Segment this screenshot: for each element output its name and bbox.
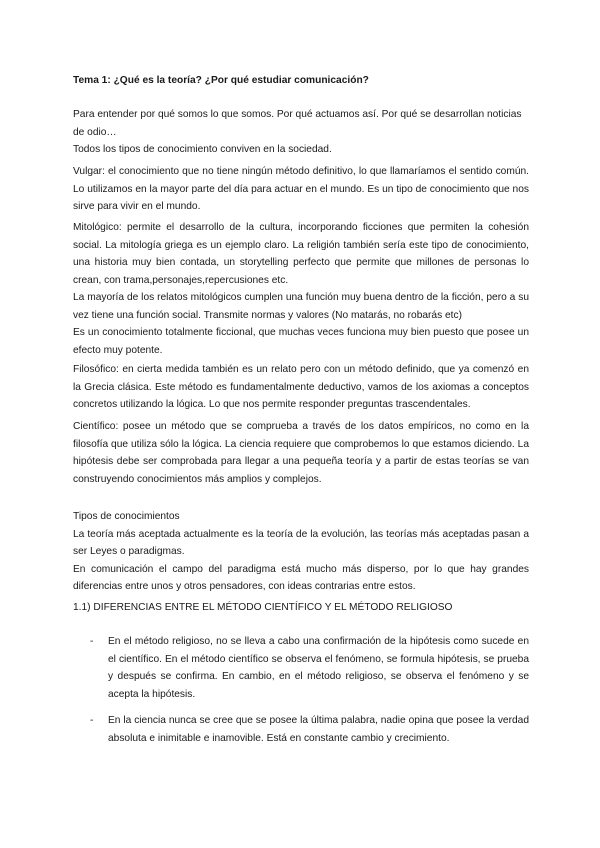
list-item xyxy=(90,633,529,703)
vulgar-paragraph xyxy=(73,163,529,216)
section-heading: 1.1) DIFERENCIAS ENTRE EL MÉTODO CIENTÍFICO Y EL MÉTODO RELIGIOSO xyxy=(73,602,453,613)
mitologico-text: La mayoría de los relatos mitológicos cumplen una función muy buena dentro de la ficción, pero a su vez tiene una función social. Transmite normas y valores (No matarás, no robarás etc) xyxy=(73,292,529,321)
intro-text-line: Para entender por qué somos lo que somos. Por qué actuamos así. Por qué se desarrollan noticias de odio… xyxy=(73,109,522,138)
bullet-dash: - xyxy=(90,715,94,726)
document-title-block xyxy=(73,72,529,90)
section-heading-block xyxy=(73,599,529,617)
mitologico-text: Es un conocimiento totalmente ficcional, que muchas veces funciona muy bien puesto que posee un efecto muy potente. xyxy=(73,327,529,356)
bullet-text: En el método religioso, no se lleva a cabo una confirmación de la hipótesis como sucede en el científico. En el método científico se observa el fenómeno, se formula hipótesis, se prueba y después se confirma. En cambio, en el método religioso, se observa el fenómeno y se acepta la hipótesis. xyxy=(108,636,529,700)
tipos-text: En comunicación el campo del paradigma está mucho más disperso, por lo que hay grandes diferencias entre unos y otros pensadores, con ideas contrarias entre estos. xyxy=(73,563,529,592)
filosofico-text: Filosófico: en cierta medida también es un relato pero con un método definido, que ya comenzó en la Grecia clásica. Este método es fundamentalmente deductivo, vamos de los axiomas a conceptos concretos utilizando la lógica. Lo que nos permite responder preguntas trascendentales. xyxy=(73,364,529,410)
mitologico-paragraph xyxy=(73,219,529,359)
intro-text-line: Todos los tipos de conocimiento conviven en la sociedad. xyxy=(73,144,332,155)
tipos-text: La teoría más aceptada actualmente es la teoría de la evolución, las teorías más aceptadas pasan a ser Leyes o paradigmas. xyxy=(73,528,529,557)
intro-paragraph xyxy=(73,106,529,159)
bullet-text: En la ciencia nunca se cree que se posee la última palabra, nadie opina que posee la verdad absoluta e inimitable e inamovible. Está en constante cambio y crecimiento. xyxy=(108,715,529,744)
tipos-paragraph xyxy=(73,508,529,596)
cientifico-paragraph xyxy=(73,418,529,488)
list-item xyxy=(90,712,529,747)
document-title: Tema 1: ¿Qué es la teoría? ¿Por qué estudiar comunicación? xyxy=(73,75,369,86)
cientifico-text: Científico: posee un método que se comprueba a través de los datos empíricos, no como en la filosofía que utiliza sólo la lógica. La ciencia requiere que comprobemos lo que estamos diciendo. La hipótesis debe ser comprobada para llegar a una pequeña teoría y a partir de estas teorías se van construyendo conocimientos más amplios y complejos. xyxy=(73,421,529,485)
bullet-dash: - xyxy=(90,636,94,647)
filosofico-paragraph xyxy=(73,361,529,414)
vulgar-text: Vulgar: el conocimiento que no tiene ningún método definitivo, lo que llamaríamos el sentido común. Lo utilizamos en la mayor parte del día para actuar en el mundo. Es un tipo de conocimiento que nos sirve para vivir en el mundo. xyxy=(73,166,529,212)
tipos-heading: Tipos de conocimientos xyxy=(73,511,180,522)
mitologico-text: Mitológico: permite el desarrollo de la cultura, incorporando ficciones que permiten la cohesión social. La mitología griega es un ejemplo claro. La religión también sería este tipo de conocimiento, una historia muy bien contada, un storytelling perfecto que permite que millones de personas lo crean, con trama,personajes,repercusiones etc. xyxy=(73,222,529,286)
